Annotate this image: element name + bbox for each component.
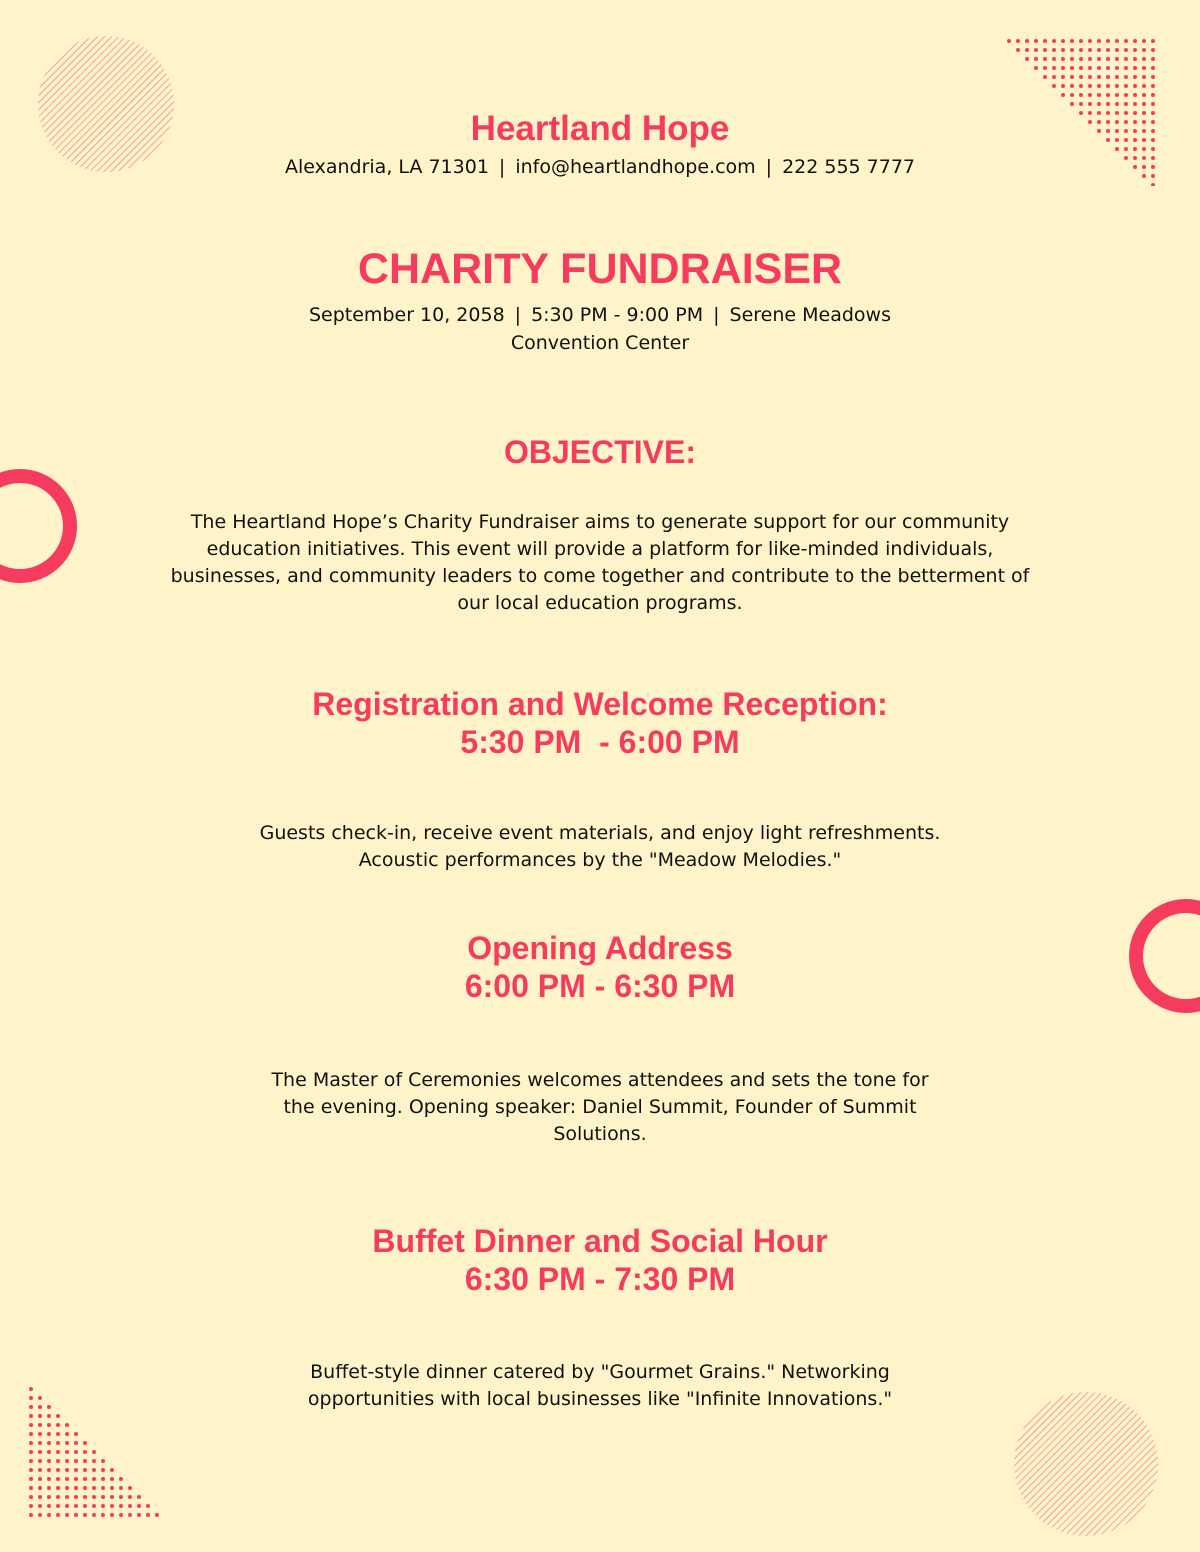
separator: |	[713, 304, 720, 326]
ring-left	[0, 468, 85, 593]
separator: |	[514, 304, 522, 326]
organization-address: Alexandria, LA 71301	[284, 156, 489, 178]
schedule-item-2-title: Opening Address	[467, 930, 733, 966]
event-date: September 10, 2058	[308, 304, 505, 326]
contact-line	[0, 154, 1200, 180]
striped-circle-top-left	[36, 34, 176, 174]
event-time: 5:30 PM - 9:00 PM	[531, 304, 704, 326]
event-title: CHARITY FUNDRAISER	[357, 245, 843, 293]
objective-heading: OBJECTIVE:	[503, 434, 697, 470]
objective-text: The Heartland Hope’s Charity Fundraiser aims to generate support for our community education initiatives. This event will provide a platform for like-minded individuals, businesses, and community leaders to come together and contribute to the betterment of our local education programs.	[170, 511, 1030, 614]
striped-circle-bottom-right	[1012, 1390, 1160, 1538]
schedule-item-3-description: Buffet-style dinner catered by "Gourmet Grains." Networking opportunities with local businesses like "Infinite Innovations."	[307, 1361, 893, 1410]
separator: |	[765, 156, 773, 178]
organization-phone: 222 555 7777	[782, 156, 916, 178]
schedule-item-2-time: 6:00 PM - 6:30 PM	[464, 968, 736, 1004]
schedule-item-1-description: Guests check-in, receive event materials, and enjoy light refreshments. Acoustic performances by the "Meadow Melodies."	[259, 822, 941, 871]
event-venue: Serene Meadows Convention Center	[510, 304, 891, 354]
schedule-item-2-description: The Master of Ceremonies welcomes attendees and sets the tone for the evening. Opening speaker: Daniel Summit, Founder of Summit Solutions.	[271, 1069, 929, 1145]
schedule-item-3-time: 6:30 PM - 7:30 PM	[464, 1261, 736, 1297]
schedule-item-1-time: 5:30 PM - 6:00 PM	[460, 724, 740, 760]
separator: |	[498, 156, 506, 178]
dotted-triangle-bottom-left	[26, 1384, 176, 1524]
event-details	[270, 301, 930, 357]
schedule-item-3-title: Buffet Dinner and Social Hour	[372, 1223, 828, 1259]
organization-email: info@heartlandhope.com	[515, 156, 756, 178]
organization-name: Heartland Hope	[470, 109, 730, 148]
schedule-item-1-title: Registration and Welcome Reception:	[312, 686, 888, 722]
